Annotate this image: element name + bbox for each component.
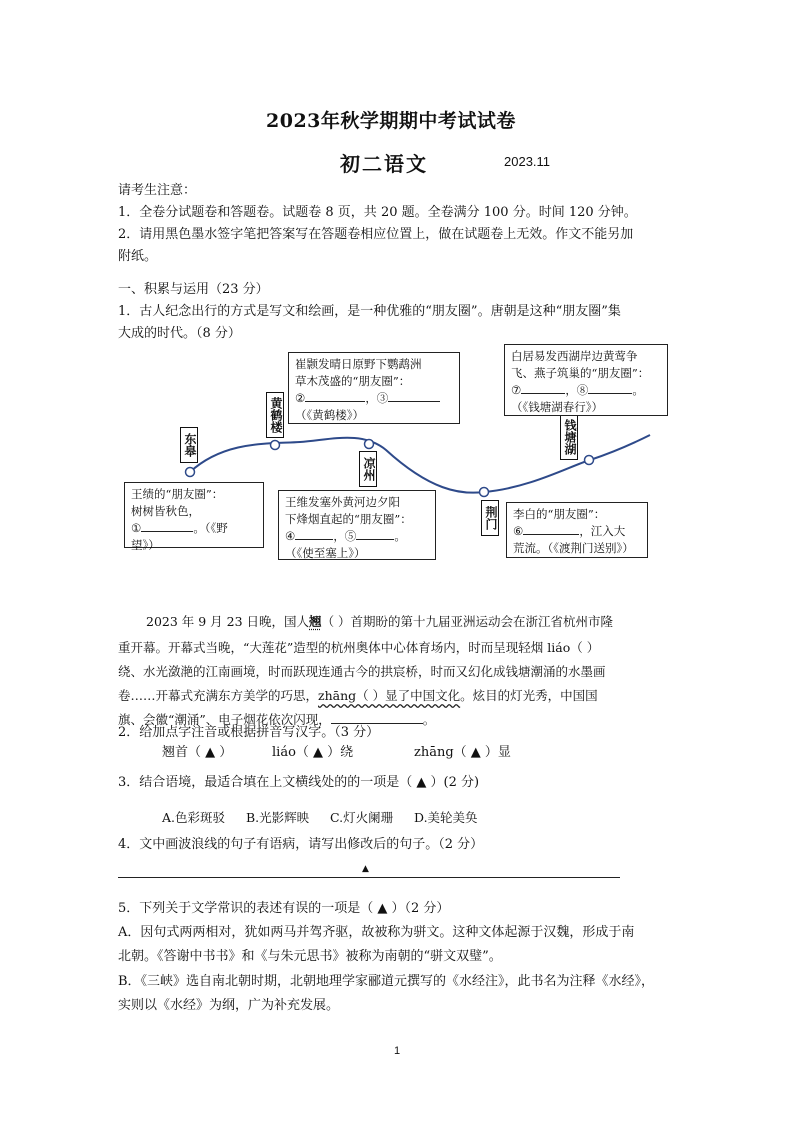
box-text: （《钱塘湖春行》） xyxy=(511,400,603,414)
blank-number: ，③ xyxy=(365,391,389,405)
question-2-item-a: 翘首（ ▲ ） xyxy=(162,745,233,760)
page-number: 1 xyxy=(394,1045,401,1057)
question-4-answer-line[interactable] xyxy=(118,877,620,878)
passage-text: 。 xyxy=(422,712,436,727)
notice-heading: 请考生注意： xyxy=(118,183,197,198)
passage-text: 2023 年 9 月 23 日晚，国人 xyxy=(146,614,310,629)
blank-number: ④ xyxy=(285,529,296,543)
box-text: 望》） xyxy=(131,538,160,552)
place-label-huanghelou: 黄鹤楼 xyxy=(266,392,284,438)
question-5-stem: 5．下列关于文学常识的表述有误的一项是（ ▲ ）（2 分） xyxy=(118,901,450,916)
section-heading: 一、积累与运用（23 分） xyxy=(118,282,269,297)
question-2-item-b: liáo（ ▲ ）绕 xyxy=(272,745,354,760)
question-4-stem: 4．文中画波浪线的句子有语病，请写出修改后的句子。（2 分） xyxy=(118,837,484,852)
passage-text: 卷……开幕式充满东方美学的巧思， xyxy=(118,688,319,703)
place-label-donggao: 东皋 xyxy=(180,427,198,463)
box-text: 白居易发西湖岸边黄莺争 xyxy=(511,349,638,363)
answer-blank-3[interactable] xyxy=(388,401,440,402)
question-1-stem-cont: 大成的时代。（8 分） xyxy=(118,326,241,341)
poem-box-li-bai xyxy=(506,502,648,558)
box-text: 草木茂盛的“朋友圈”： xyxy=(295,374,411,388)
route-node-qiantanghu xyxy=(585,456,594,465)
box-text: 。 xyxy=(632,383,644,397)
box-text: 王绩的“朋友圈”： xyxy=(131,487,224,501)
route-node-jingmen xyxy=(480,488,489,497)
route-node-donggao xyxy=(186,468,195,477)
question-3-option-d[interactable]: D.美轮美奂 xyxy=(414,810,478,825)
box-text: （《黄鹤楼》） xyxy=(295,408,364,422)
passage-fill-blank[interactable] xyxy=(331,723,423,724)
question-3-stem: 3．结合语境，最适合填在上文横线处的的一项是（ ▲ ）(2 分) xyxy=(118,775,480,790)
blank-number: ，⑤ xyxy=(333,529,357,543)
passage-line-3: 绕、水光潋滟的江南画境，时而跃现连通古今的拱宸桥，时而又幻化成钱塘潮涌的水墨画 xyxy=(118,664,606,679)
blank-number: ⑦ xyxy=(511,383,522,397)
question-5-option-a: A．因句式两两相对，犹如两马并驾齐驱，故被称为骈文。这种文体起源于汉魏，形成于南 xyxy=(118,925,635,940)
box-text: 李白的“朋友圈”： xyxy=(513,507,606,521)
passage-text: 旗、会徽“潮涌”、电子烟花依次闪现， xyxy=(118,712,331,727)
passage-text: 。炫目的灯光秀，中国国 xyxy=(460,688,598,703)
poem-box-cui-hao xyxy=(288,352,460,424)
exam-date: 2023.11 xyxy=(504,154,551,169)
question-2-item-c: zhāng（ ▲ ）显 xyxy=(414,745,511,760)
question-4-mark: ▲ xyxy=(362,864,369,874)
passage-text: （ ）首期盼的第十九届亚洲运动会在浙江省杭州市隆 xyxy=(321,614,614,629)
blank-number: ① xyxy=(131,521,142,535)
route-node-huanghelou xyxy=(271,441,280,450)
answer-blank-4[interactable] xyxy=(295,539,333,540)
subject-title: 初二语文 xyxy=(340,152,428,176)
question-3-option-a[interactable]: A.色彩斑驳 xyxy=(162,810,226,825)
box-text: ，江入大 xyxy=(579,524,626,538)
box-text: （《使至塞上》） xyxy=(285,546,366,560)
poem-box-bai-juyi xyxy=(504,344,668,416)
notice-item-1: 1．全卷分试题卷和答题卷。试题卷 8 页，共 20 题。全卷满分 100 分。时间 120 分钟。 xyxy=(118,205,637,220)
answer-blank-5[interactable] xyxy=(356,539,394,540)
exam-title: 2023年秋学期期中考试试卷 xyxy=(266,110,516,132)
passage-line-2: 重开幕。开幕式当晚，“大莲花”造型的杭州奥体中心体育场内，时而呈现轻烟 liáo（ ） xyxy=(118,640,600,655)
route-node-liangzhou xyxy=(365,440,374,449)
question-5-option-b: B．《三峡》选自南北朝时期，北朝地理学家郦道元撰写的《水经注》，此书名为注释《水经》， xyxy=(118,974,655,989)
poem-box-wang-ji xyxy=(124,482,264,552)
box-text: 飞、燕子筑巢的“朋友圈”： xyxy=(511,366,650,380)
place-label-jingmen: 荆门 xyxy=(481,500,499,536)
question-3-option-b[interactable]: B.光影辉映 xyxy=(246,810,310,825)
wavy-underlined-sentence: zhāng（ ）显了中国文化 xyxy=(318,688,461,703)
question-1-stem: 1．古人纪念出行的方式是写文和绘画，是一种优雅的“朋友圈”。唐朝是这种“朋友圈”集 xyxy=(118,304,621,319)
question-2-stem: 2．给加点字注音或根据拼音写汉字。（3 分） xyxy=(118,725,380,740)
place-label-liangzhou: 凉州 xyxy=(359,451,377,487)
answer-blank-2[interactable] xyxy=(305,401,365,402)
box-text: 王维发塞外黄河边夕阳 xyxy=(285,495,400,509)
notice-item-2: 2．请用黑色墨水签字笔把答案写在答题卷相应位置上，做在试题卷上无效。作文不能另加 xyxy=(118,227,634,242)
passage-line-1 xyxy=(146,612,613,630)
passage-line-4 xyxy=(118,686,598,704)
box-text: 崔颢发晴日原野下鹦鹉洲 xyxy=(295,357,422,371)
answer-blank-8[interactable] xyxy=(588,393,632,394)
question-3-option-c[interactable]: C.灯火阑珊 xyxy=(330,810,394,825)
question-5-option-b-cont: 实则以《水经》为纲，广为补充发展。 xyxy=(118,998,340,1013)
box-text: 树树皆秋色， xyxy=(131,504,200,518)
box-text: 荒流。（《渡荆门送别》） xyxy=(513,541,634,555)
box-text: 下烽烟直起的“朋友圈”： xyxy=(285,512,412,526)
answer-blank-6[interactable] xyxy=(523,534,579,535)
poem-box-wang-wei xyxy=(278,490,436,560)
blank-number: ② xyxy=(295,391,306,405)
blank-number: ⑥ xyxy=(513,524,524,538)
box-text: 。（《野 xyxy=(193,521,228,535)
dotted-character: 翘 xyxy=(309,614,322,629)
blank-number: ，⑧ xyxy=(565,383,589,397)
question-5-option-a-cont: 北朝。《答谢中书书》和《与朱元思书》被称为南朝的“骈文双璧”。 xyxy=(118,949,502,964)
box-text: 。 xyxy=(394,529,406,543)
place-label-qiantanghu: 钱塘湖 xyxy=(560,414,578,460)
answer-blank-7[interactable] xyxy=(521,393,565,394)
notice-item-2-cont: 附纸。 xyxy=(118,249,158,264)
answer-blank-1[interactable] xyxy=(141,531,193,532)
